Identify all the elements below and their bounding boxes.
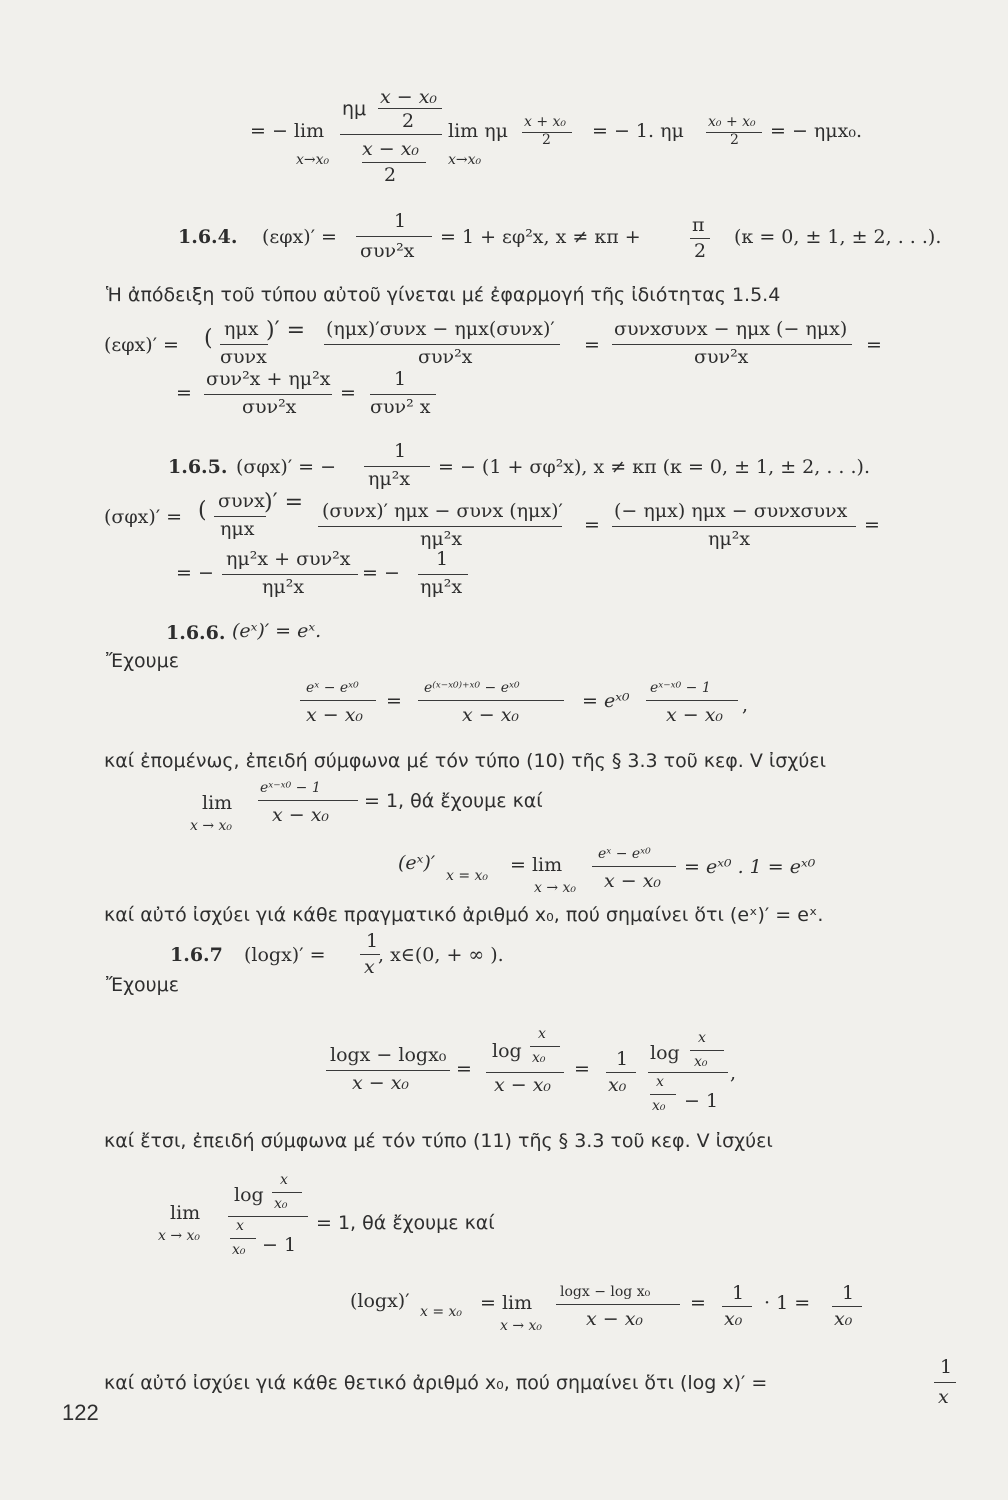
top-lim2-sub: x→x₀ bbox=[448, 152, 482, 168]
s165-frac-num: 1 bbox=[394, 440, 407, 462]
s167-text2-num: 1 bbox=[940, 1356, 953, 1378]
s167-f3-num: 1 bbox=[616, 1048, 629, 1070]
s166-eq1: = bbox=[386, 690, 402, 712]
s167-text1: καί ἔτσι, ἐπειδή σύμφωνα μέ τόν τύπο (11) τῆς § 3.3 τοῦ κεφ. V ἰσχύει bbox=[104, 1130, 773, 1152]
s167-f4-log: log bbox=[650, 1042, 680, 1064]
s165-l1-eq3: = bbox=[864, 514, 880, 536]
s166-text2: καί αὐτό ἰσχύει γιά κάθε πραγματικό ἀριθμό x₀, πού σημαίνει ὅτι (eˣ)′ = eˣ. bbox=[104, 904, 824, 926]
s164-frac-bar bbox=[356, 236, 432, 237]
s164-l2-f2-bar bbox=[370, 394, 436, 395]
s164-l1-f3-num: συνxσυνx − ημx (− ημx) bbox=[614, 318, 848, 340]
s167-lim-den-bar bbox=[230, 1238, 256, 1239]
page-number: 122 bbox=[62, 1400, 99, 1425]
s167-d-m1-num: 1 bbox=[732, 1282, 745, 1304]
s165-lhs: (σφx)′ = − bbox=[236, 456, 337, 478]
s167-f4-bar bbox=[648, 1072, 728, 1073]
s165-l2-eq2: = − bbox=[362, 562, 400, 584]
s167-lim-in-bar bbox=[272, 1192, 302, 1193]
s167-f1-bar bbox=[326, 1070, 450, 1071]
s167-f4-den-den: x₀ bbox=[652, 1098, 666, 1114]
s166-f1-den: x − x₀ bbox=[306, 704, 364, 726]
s166-d-lhs: (eˣ)′ bbox=[398, 852, 436, 874]
top-den-den: 2 bbox=[384, 164, 397, 186]
s167-d-m2-bar bbox=[832, 1306, 862, 1307]
s167-d-bar bbox=[556, 1304, 680, 1305]
s167-comma: , bbox=[730, 1062, 737, 1084]
s167-text2-den: x bbox=[938, 1386, 949, 1408]
s164-l2-eq1: = bbox=[176, 382, 192, 404]
s165-l1-f2-num: (συνx)′ ημx − συνx (ημx)′ bbox=[322, 500, 563, 522]
s166-lim: lim bbox=[202, 792, 233, 814]
top-den-num: x − x₀ bbox=[362, 138, 420, 160]
s165-l1-f3-num: (− ημx) ημx − συνxσυνx bbox=[614, 500, 848, 522]
top-num-inner-bar bbox=[378, 108, 442, 109]
s165-l2-f1-bar bbox=[222, 574, 358, 575]
s167-f4-in-bar bbox=[690, 1050, 724, 1051]
s167-lim: lim bbox=[170, 1202, 201, 1224]
s167-d-m2-num: 1 bbox=[842, 1282, 855, 1304]
s165-l2-f2-den: ημ²x bbox=[420, 576, 463, 598]
top-lim2: lim ημ bbox=[448, 120, 508, 142]
s167-d-sub: x = x₀ bbox=[420, 1304, 463, 1320]
top-arg-num: x + x₀ bbox=[524, 114, 567, 130]
s165-rhs: = − (1 + σφ²x), x ≠ κπ (κ = 0, ± 1, ± 2, . . .). bbox=[438, 456, 870, 478]
s167-f3-bar bbox=[606, 1072, 636, 1073]
s164-l1-paren-open: ( bbox=[204, 326, 213, 351]
s167-lhs: (logx)′ = bbox=[244, 944, 326, 966]
s167-lim-in-den: x₀ bbox=[274, 1196, 288, 1212]
s167-f1-num: logx − logx₀ bbox=[330, 1044, 447, 1066]
s166-d-eq: = lim bbox=[510, 854, 563, 876]
s167-d-lim-sub: x → x₀ bbox=[500, 1318, 543, 1334]
s164-rhs: = 1 + εφ²x, x ≠ κπ + bbox=[440, 226, 641, 248]
top-arg-den: 2 bbox=[542, 132, 551, 148]
s164-cond: (κ = 0, ± 1, ± 2, . . .). bbox=[734, 226, 942, 248]
s167-frac-den: x bbox=[364, 956, 375, 978]
s167-f3-den: x₀ bbox=[608, 1074, 627, 1096]
s167-f4-den-bar bbox=[650, 1094, 676, 1095]
s164-l1-f2-num: (ημx)′συνx − ημx(συνx)′ bbox=[326, 318, 555, 340]
heading-1-6-7: 1.6.7 bbox=[170, 944, 223, 966]
s164-pi-den: 2 bbox=[694, 240, 707, 262]
s167-lim-bar bbox=[228, 1216, 308, 1217]
s166-d-num: eˣ − eˣ⁰ bbox=[598, 846, 651, 862]
s167-frac-bar bbox=[360, 954, 380, 955]
s166-f2-num: e⁽ˣ⁻ˣ⁰⁾⁺ˣ⁰ − eˣ⁰ bbox=[424, 680, 520, 696]
s164-l1-f3-den: συν²x bbox=[694, 346, 749, 368]
s164-l2-f1-num: συν²x + ημ²x bbox=[206, 368, 331, 390]
s164-l1-f3-bar bbox=[612, 344, 852, 345]
s165-l1-paren-open: ( bbox=[198, 498, 207, 523]
s167-dom: , x∈(0, + ∞ ). bbox=[378, 944, 504, 966]
s167-f2-in-num: x bbox=[538, 1026, 546, 1042]
s167-text2-bar bbox=[934, 1382, 956, 1383]
s164-pi-bar bbox=[690, 238, 710, 239]
s165-l2-f1-num: ημ²x + συν²x bbox=[226, 548, 351, 570]
s164-l2-f1-bar bbox=[204, 394, 332, 395]
s167-lim-den-tail: − 1 bbox=[262, 1234, 297, 1256]
s166-lim-bar bbox=[258, 800, 358, 801]
s165-l1-f3-den: ημ²x bbox=[708, 528, 751, 550]
s166-formula: (eˣ)′ = eˣ. bbox=[232, 620, 322, 642]
s166-d-lim-sub: x → x₀ bbox=[534, 880, 577, 896]
s165-frac-den: ημ²x bbox=[368, 468, 411, 490]
s166-f2-bar bbox=[418, 700, 564, 701]
s164-lhs: (εφx)′ = bbox=[262, 226, 337, 248]
s164-l1-f1-num: ημx bbox=[224, 318, 259, 340]
s165-l1-lhs: (σφx)′ = bbox=[104, 506, 183, 528]
s167-d-mid: · 1 = bbox=[764, 1292, 811, 1314]
s164-l1-lhs: (εφx)′ = bbox=[104, 334, 179, 356]
s165-l1-paren-close: )′ = bbox=[264, 490, 304, 515]
s166-lim-den: x − x₀ bbox=[272, 804, 330, 826]
s164-l1-f1-den: συνx bbox=[220, 346, 267, 368]
s166-f3-den: x − x₀ bbox=[666, 704, 724, 726]
s166-lim-num: eˣ⁻ˣ⁰ − 1 bbox=[260, 780, 321, 796]
s167-lim-rhs: = 1, θά ἔχουμε καί bbox=[316, 1212, 495, 1234]
s166-f3-bar bbox=[646, 700, 738, 701]
s166-d-sub: x = x₀ bbox=[446, 868, 489, 884]
s164-l1-eq3: = bbox=[866, 334, 882, 356]
s165-l1-eq2: = bbox=[584, 514, 600, 536]
s167-f1-den: x − x₀ bbox=[352, 1072, 410, 1094]
s167-lim-den-num: x bbox=[236, 1218, 244, 1234]
top-arg2-den: 2 bbox=[730, 132, 739, 148]
s167-d-m1-den: x₀ bbox=[724, 1308, 743, 1330]
s164-l2-eq2: = bbox=[340, 382, 356, 404]
s167-text2: καί αὐτό ἰσχύει γιά κάθε θετικό ἀριθμό x₀, πού σημαίνει ὅτι (log x)′ = bbox=[104, 1372, 768, 1394]
s166-f1-num: eˣ − eˣ⁰ bbox=[306, 680, 359, 696]
s167-d-eq2: = bbox=[690, 1292, 706, 1314]
s164-l1-eq2: = bbox=[584, 334, 600, 356]
s167-frac-num: 1 bbox=[366, 930, 379, 952]
s167-f4-den-tail: − 1 bbox=[684, 1090, 719, 1112]
s167-lim-in-num: x bbox=[280, 1172, 288, 1188]
s164-text: Ἡ ἀπόδειξη τοῦ τύπου αὐτοῦ γίνεται μέ ἐφαρμογή τῆς ἰδιότητας 1.5.4 bbox=[106, 284, 781, 306]
s164-l1-f2-den: συν²x bbox=[418, 346, 473, 368]
top-den-bar bbox=[362, 162, 426, 163]
s167-eq1: = bbox=[456, 1058, 472, 1080]
top-main-bar bbox=[340, 134, 442, 135]
s167-d-m2-den: x₀ bbox=[834, 1308, 853, 1330]
s164-l1-paren-close: )′ = bbox=[266, 318, 306, 343]
s167-d-den: x − x₀ bbox=[586, 1308, 644, 1330]
top-num-inner-den: 2 bbox=[402, 110, 415, 132]
s166-f3-pre: = eˣ⁰ bbox=[582, 690, 630, 712]
s167-f2-bar bbox=[486, 1072, 564, 1073]
s164-l2-f2-num: 1 bbox=[394, 368, 407, 390]
s166-lim-rhs: = 1, θά ἔχουμε καί bbox=[364, 790, 543, 812]
top-arg2-num: x₀ + x₀ bbox=[708, 114, 756, 130]
s164-frac-den: συν²x bbox=[360, 240, 415, 262]
s166-echoume: Ἔχουμε bbox=[106, 650, 180, 672]
s166-lim-sub: x → x₀ bbox=[190, 818, 233, 834]
s164-l1-f2-bar bbox=[324, 344, 560, 345]
top-end: = − ημx₀. bbox=[770, 120, 863, 142]
s167-f2-in-den: x₀ bbox=[532, 1050, 546, 1066]
s167-f2-den: x − x₀ bbox=[494, 1074, 552, 1096]
s167-lim-log: log bbox=[234, 1184, 264, 1206]
s166-f3-num: eˣ⁻ˣ⁰ − 1 bbox=[650, 680, 711, 696]
s167-f4-in-den: x₀ bbox=[694, 1054, 708, 1070]
s167-lim-sub: x → x₀ bbox=[158, 1228, 201, 1244]
top-lim-sub: x→x₀ bbox=[296, 152, 330, 168]
heading-1-6-5: 1.6.5. bbox=[168, 456, 228, 478]
s165-l1-f2-den: ημ²x bbox=[420, 528, 463, 550]
top-num-inner-num: x − x₀ bbox=[380, 86, 438, 108]
s165-l2-f2-num: 1 bbox=[436, 548, 449, 570]
s165-l1-f1-bar bbox=[214, 516, 266, 517]
s164-l2-f1-den: συν²x bbox=[242, 396, 297, 418]
s167-echoume: Ἔχουμε bbox=[106, 974, 180, 996]
s166-d-den: x − x₀ bbox=[604, 870, 662, 892]
s166-f2-den: x − x₀ bbox=[462, 704, 520, 726]
s166-d-bar bbox=[592, 866, 676, 867]
s167-f4-den-num: x bbox=[656, 1074, 664, 1090]
top-mid: = − 1. ημ bbox=[592, 120, 684, 142]
s166-d-rhs: = eˣ⁰ . 1 = eˣ⁰ bbox=[684, 856, 816, 878]
s164-frac-num: 1 bbox=[394, 210, 407, 232]
heading-1-6-4: 1.6.4. bbox=[178, 226, 238, 248]
s167-f2-in-bar bbox=[530, 1046, 560, 1047]
s166-f1-bar bbox=[300, 700, 376, 701]
s166-text1: καί ἐπομένως, ἐπειδή σύμφωνα μέ τόν τύπο (10) τῆς § 3.3 τοῦ κεφ. V ἰσχύει bbox=[104, 750, 827, 772]
s164-l1-f1-bar bbox=[220, 344, 268, 345]
s165-l1-f3-bar bbox=[612, 526, 856, 527]
s165-l1-f1-num: συνx bbox=[218, 490, 265, 512]
top-lead: = − lim bbox=[250, 120, 325, 142]
s164-pi-num: π bbox=[692, 214, 705, 236]
s167-d-num: logx − log x₀ bbox=[560, 1284, 651, 1300]
s165-l1-f1-den: ημx bbox=[220, 518, 255, 540]
s167-d-m1-bar bbox=[722, 1306, 752, 1307]
s165-l2-f1-den: ημ²x bbox=[262, 576, 305, 598]
top-num-eta: ημ bbox=[342, 98, 367, 120]
s166-comma: , bbox=[742, 694, 749, 716]
s167-f2-log: log bbox=[492, 1040, 522, 1062]
s167-d-lhs: (logx)′ bbox=[350, 1290, 410, 1312]
s167-d-eq: = lim bbox=[480, 1292, 533, 1314]
s165-frac-bar bbox=[364, 466, 430, 467]
heading-1-6-6: 1.6.6. bbox=[166, 622, 226, 644]
s165-l1-f2-bar bbox=[318, 526, 562, 527]
s167-f4-in-num: x bbox=[698, 1030, 706, 1046]
s165-l2-f2-bar bbox=[418, 574, 468, 575]
s167-lim-den-den: x₀ bbox=[232, 1242, 246, 1258]
s167-eq2: = bbox=[574, 1058, 590, 1080]
s164-l2-f2-den: συν² x bbox=[370, 396, 431, 418]
s165-l2-eq1: = − bbox=[176, 562, 214, 584]
